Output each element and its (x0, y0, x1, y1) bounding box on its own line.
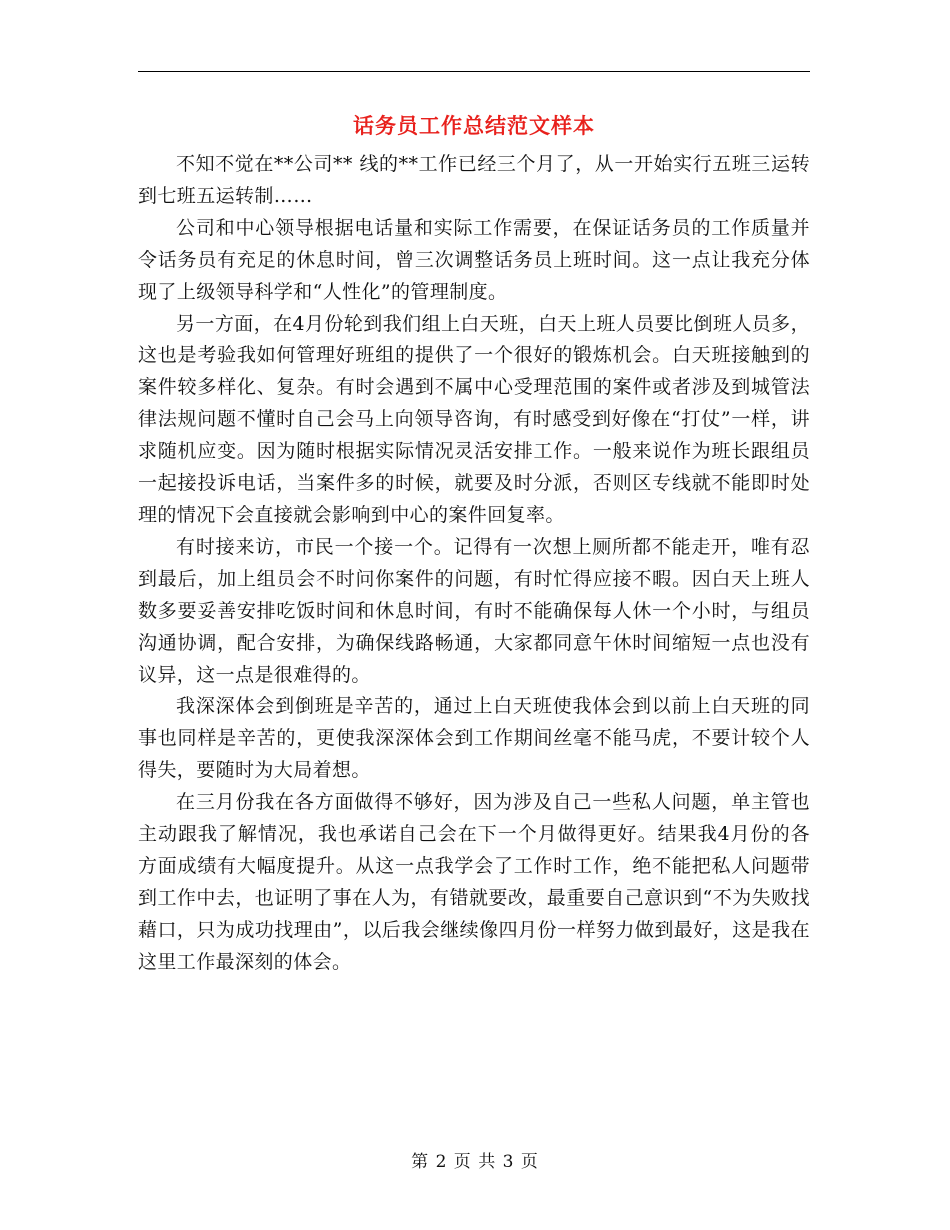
document-title: 话务员工作总结范文样本 (353, 114, 595, 138)
page-number-footer: 第 2 页 共 3 页 (411, 1152, 539, 1172)
paragraph-2: 公司和中心领导根据电话量和实际工作需要，在保证话务员的工作质量并令话务员有充足的休息时间，曾三次调整话务员上班时间。这一点让我充分体现了上级领导科学和“人性化”的管理制度。 (138, 216, 810, 303)
header-rule (138, 71, 810, 72)
paragraph-1: 不知不觉在**公司** 线的**工作已经三个月了，从一开始实行五班三运转到七班五运转制…… (138, 153, 810, 207)
paragraph-4: 有时接来访，市民一个接一个。记得有一次想上厕所都不能走开，唯有忍到最后，加上组员会不时问你案件的问题，有时忙得应接不暇。因白天上班人数多要妥善安排吃饭时间和休息时间，有时不能确保每人休一个小时，与组员沟通协调，配合安排，为确保线路畅通，大家都同意午休时间缩短一点也没有议异，这一点是很难得的。 (138, 535, 810, 686)
paragraph-6: 在三月份我在各方面做得不够好，因为涉及自己一些私人问题，单主管也主动跟我了解情况，我也承诺自己会在下一个月做得更好。结果我4月份的各方面成绩有大幅度提升。从这一点我学会了工作时工作，绝不能把私人问题带到工作中去，也证明了事在人为，有错就要改，最重要自己意识到“不为失败找藉口，只为成功找理由”，以后我会继续像四月份一样努力做到最好，这是我在这里工作最深刻的体会。 (138, 791, 810, 973)
paragraph-5: 我深深体会到倒班是辛苦的，通过上白天班使我体会到以前上白天班的同事也同样是辛苦的，更使我深深体会到工作期间丝毫不能马虎，不要计较个人得失，要随时为大局着想。 (138, 695, 810, 782)
document-body (138, 149, 810, 979)
paragraph-3: 另一方面，在4月份轮到我们组上白天班，白天上班人员要比倒班人员多，这也是考验我如何管理好班组的提供了一个很好的锻炼机会。白天班接触到的案件较多样化、复杂。有时会遇到不属中心受理范围的案件或者涉及到城管法律法规问题不懂时自己会马上向领导咨询，有时感受到好像在“打仗”一样，讲求随机应变。因为随时根据实际情况灵活安排工作。一般来说作为班长跟组员一起接投诉电话，当案件多的时候，就要及时分派，否则区专线就不能即时处理的情况下会直接就会影响到中心的案件回复率。 (138, 312, 810, 526)
